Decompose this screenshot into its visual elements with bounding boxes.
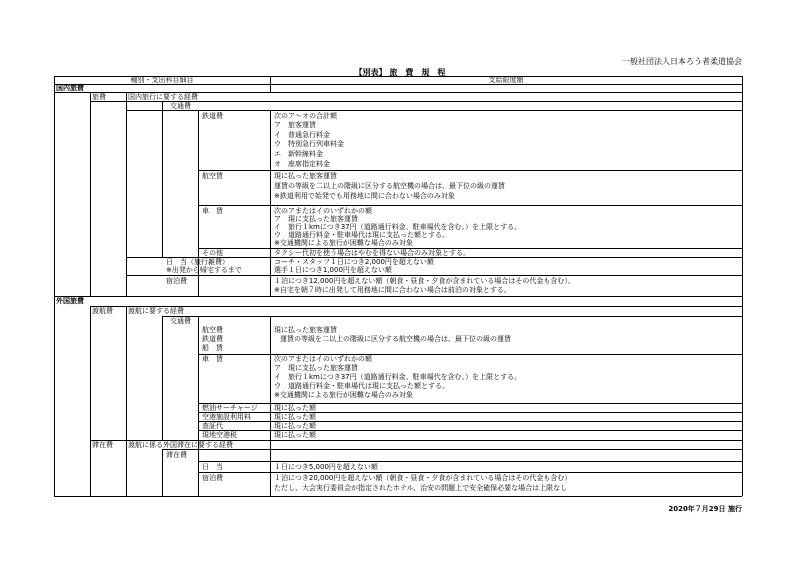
lodging-line: ※自宅を朝７時に出発して用務地に間に合わない場合は前泊の対象とする。 [274, 286, 511, 294]
header-limit: 支給限度額 [488, 76, 524, 84]
expense-table [54, 76, 742, 499]
air-label: 航空賃 [202, 172, 223, 180]
stay-cost: 渡航に係る外国滞在に要する経費 [128, 441, 233, 449]
other-text: タクシー代初を使う場合はやむを得ない場合のみ対象とする。 [274, 249, 470, 257]
domestic-transport: 交通費 [170, 102, 191, 110]
domestic-travel-cost: 国内旅行に要する経費 [128, 93, 198, 101]
car-line: ア 現に支払った旅客運賃 [274, 215, 358, 223]
air-line: 現に払った旅客運賃 [274, 172, 337, 180]
stay-sub: 滞在費 [166, 451, 187, 459]
rail-line: イ 普通急行料金 [274, 131, 330, 139]
page-title: 【別表】 旅 費 規 程 [354, 68, 446, 77]
domestic-label: 国内旅費 [56, 84, 84, 92]
visa-label: 査証代 [202, 422, 223, 430]
foreign-daily-text: １日につき5,000円を超えない額 [274, 463, 378, 471]
organization-name: 一般社団法人日本ろう者柔道協会 [622, 57, 742, 66]
stay-label: 滞在費 [92, 441, 113, 449]
foreign-car-label: 車 賃 [202, 355, 223, 363]
foreign-air-line: 現に払った旅客運賃 [274, 326, 337, 334]
foreign-rail-label: 鉄道費 [202, 335, 223, 343]
car-line: イ 旅行１kmにつき37円（道路通行料金、駐車場代を含む。）を上限とする。 [274, 223, 522, 231]
foreign-lodging-line: １泊につき20,000円を超えない額（朝食・昼食・夕食が含まれている場合はその代金も含む） [274, 474, 572, 482]
header-category: 種別・支出科目細目 [130, 76, 194, 84]
air-line: 運賃の等級を二以上の階級に区分する航空機の場合は、最下位の級の運賃 [274, 182, 505, 190]
car-line: 次のアまたはイのいずれかの額 [274, 207, 372, 215]
daily-text: コーチ・スタッフ１日につき2,000円を超えない額 [274, 258, 434, 266]
airport-fee-label: 空港施設利用料 [202, 413, 251, 421]
visa-text: 現に払った額 [274, 422, 316, 430]
enforcement-date: 2020年７月29日 施行 [668, 505, 742, 513]
domestic-travel: 旅費 [92, 93, 106, 101]
foreign-label: 外国旅費 [56, 297, 84, 305]
daily-note-label: ※出発から帰宅するまで [166, 266, 242, 274]
rail-label: 鉄道費 [202, 112, 223, 120]
foreign-car-line: イ 旅行１kmにつき37円（道路通行料金、駐車場代を含む。）を上限とする。 [274, 373, 522, 381]
rail-line: ア 旅客運賃 [274, 121, 316, 129]
daily-label: 日 当（旅行雑費） [166, 258, 229, 266]
fuel-label: 燃油サーチャージ [202, 404, 258, 412]
rail-line: ウ 特別急行列車料金 [274, 140, 344, 148]
lodging-line: １泊につき12,000円を超えない額（朝食・昼食・夕食が含まれている場合はその代金も含む）。 [274, 277, 575, 285]
car-line: ※交通機関による旅行が困難な場合のみ対象 [274, 239, 413, 247]
fuel-text: 現に払った額 [274, 404, 316, 412]
foreign-lodging-line: ただし、大会実行委員会が指定されたホテル、治安の問題上で安全確保必要な場合は上限なし [274, 484, 568, 492]
daily-note-text: 選手１日につき1,000円を超えない額 [274, 266, 392, 274]
local-airport-text: 現に払った額 [274, 431, 316, 439]
crossing-cost: 渡航に要する経費 [128, 307, 184, 315]
foreign-daily-label: 日 当 [202, 463, 223, 471]
local-airport-label: 現地空港税 [202, 431, 237, 439]
crossing-label: 渡航費 [92, 307, 113, 315]
airport-fee-text: 現に払った額 [274, 413, 316, 421]
rail-line: エ 新幹線料金 [274, 150, 323, 158]
car-line: ウ 道路通行料金・駐車場代は現に支払った額とする。 [274, 231, 449, 239]
foreign-air-line: 運賃の等級を二以上の階級に区分する航空機の場合は、最下位の級の運賃 [280, 335, 511, 343]
foreign-car-line: 次のアまたはイのいずれかの額 [274, 355, 372, 363]
other-label: その他 [202, 249, 223, 257]
car-label: 車 賃 [202, 207, 223, 215]
foreign-ship-label: 船 賃 [202, 344, 223, 352]
rail-line: オ 座席指定料金 [274, 160, 330, 168]
foreign-car-line: ※交通機関による旅行が困難な場合のみ対象 [274, 391, 413, 399]
lodging-label: 宿泊費 [166, 277, 187, 285]
rail-line: 次のア～オの合計額 [274, 112, 337, 120]
air-line: ※鉄道利用で始発でも用務地に間に合わない場合のみ対象 [274, 192, 455, 200]
foreign-lodging-label: 宿泊費 [202, 474, 223, 482]
foreign-car-line: ウ 道路通行料金・駐車場代は現に支払った額とする。 [274, 382, 449, 390]
foreign-car-line: ア 現に支払った旅客運賃 [274, 364, 358, 372]
foreign-transport: 交通費 [170, 317, 191, 325]
foreign-air-label: 航空費 [202, 326, 223, 334]
